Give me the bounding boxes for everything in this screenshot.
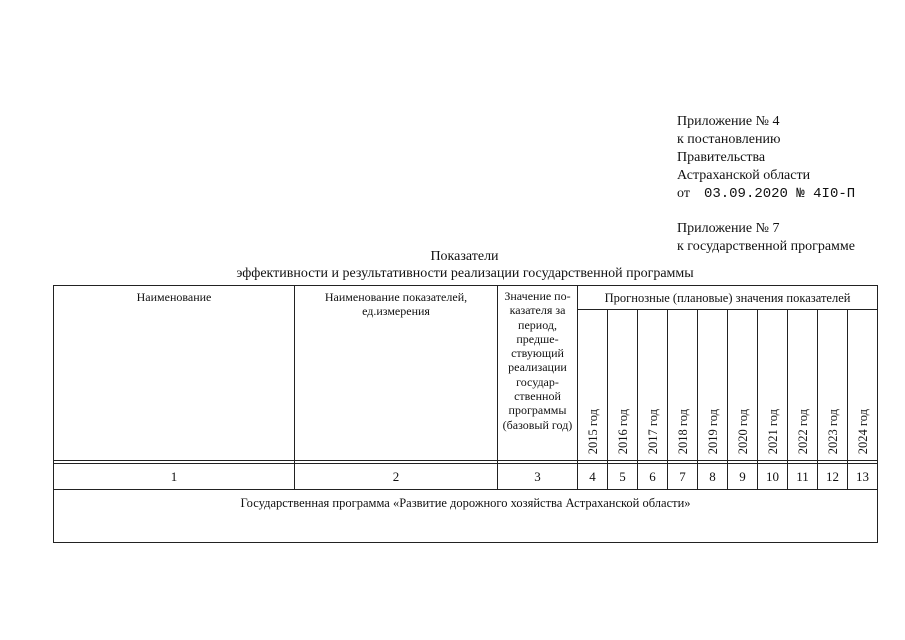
annex-title: Приложение № 4 (677, 114, 780, 129)
year-label: 2024 год (855, 408, 870, 454)
column-number-row (54, 464, 878, 490)
header-indicator: Наименование показателей, ед.измерения (295, 286, 498, 461)
annex-program-ref: к государственной программе (677, 239, 855, 254)
annex-date-line (677, 185, 855, 203)
year-label: 2019 год (705, 408, 720, 454)
header-year (698, 310, 728, 461)
program-title-cell: Государственная программа «Развитие дорожного хозяйства Астраханской области» (54, 490, 878, 543)
year-label: 2016 год (615, 408, 630, 454)
program-row (54, 490, 878, 543)
header-year (638, 310, 668, 461)
header-name: Наименование (54, 286, 295, 461)
header-year (608, 310, 638, 461)
column-number: 13 (848, 464, 878, 490)
header-base-value: Значение по-казателя за период, предше-ствующий реализации государ-ственной программы (базовый год) (498, 286, 578, 461)
year-label: 2021 год (765, 408, 780, 454)
document-title (0, 248, 905, 282)
year-label: 2023 год (825, 408, 840, 454)
year-label: 2015 год (585, 408, 600, 454)
header-year (758, 310, 788, 461)
column-number: 1 (54, 464, 295, 490)
year-label: 2020 год (735, 408, 750, 454)
indicators-table (53, 285, 878, 543)
year-label: 2022 год (795, 408, 810, 454)
header-year (848, 310, 878, 461)
annex-from-label: от (677, 186, 690, 201)
column-number: 12 (818, 464, 848, 490)
column-number: 4 (578, 464, 608, 490)
annex-resolution: к постановлению (677, 132, 781, 147)
header-year (818, 310, 848, 461)
header-year (728, 310, 758, 461)
title-line-1: Показатели (430, 249, 499, 264)
header-forecast: Прогнозные (плановые) значения показателей (578, 286, 878, 310)
header-row-1 (54, 286, 878, 310)
column-number: 8 (698, 464, 728, 490)
column-number: 10 (758, 464, 788, 490)
header-year (788, 310, 818, 461)
year-label: 2017 год (645, 408, 660, 454)
annex-government: Правительства (677, 150, 766, 165)
title-line-2: эффективности и результативности реализации государственной программы (236, 266, 694, 281)
column-number: 9 (728, 464, 758, 490)
column-number: 6 (638, 464, 668, 490)
column-number: 5 (608, 464, 638, 490)
annex-block (677, 113, 855, 256)
column-number: 3 (498, 464, 578, 490)
column-number: 2 (295, 464, 498, 490)
annex-program-appendix: Приложение № 7 (677, 221, 780, 236)
header-year (668, 310, 698, 461)
column-number: 7 (668, 464, 698, 490)
year-label: 2018 год (675, 408, 690, 454)
column-number: 11 (788, 464, 818, 490)
header-year (578, 310, 608, 461)
annex-date-number: 03.09.2020 № 4I0-П (703, 186, 856, 202)
annex-region: Астраханской области (677, 168, 811, 183)
